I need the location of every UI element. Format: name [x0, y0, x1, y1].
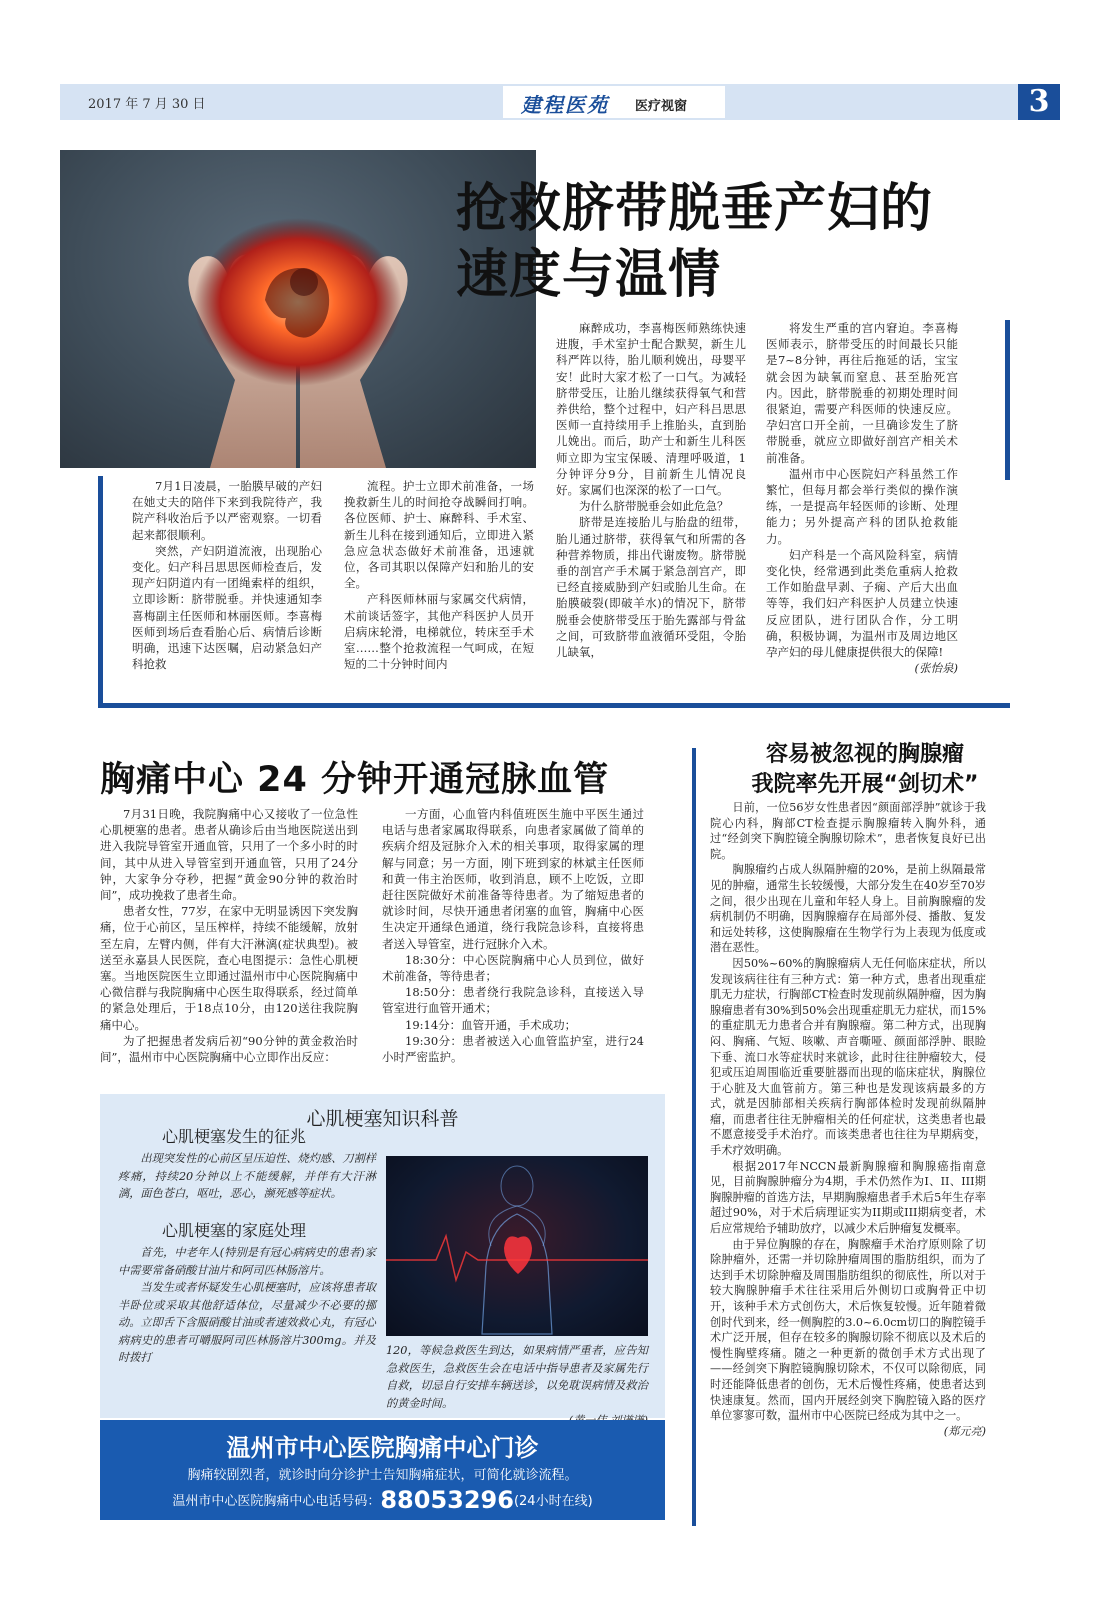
- paragraph: 温州市中心医院妇产科虽然工作繁忙，但每月都会举行类似的操作演练，一是提高年轻医师的诊断、处理能力；另外提高产科的团队抢救能力。: [766, 466, 958, 546]
- masthead: [503, 86, 725, 118]
- paragraph: 根据2017年NCCN最新胸腺瘤和胸腺癌指南意见，目前胸腺肿瘤分为4期，手术仍然作为I、II、III期胸腺肿瘤的首选方法，早期胸腺瘤患者手术后5年生存率超过90%，对于术后病理证实为II期或III期病变者，术后应常规给予辅助放疗，以减少术后肿瘤复发概率。: [710, 1159, 986, 1236]
- paragraph: 为了把握患者发病后初“90分钟的黄金救治时间”，温州市中心医院胸痛中心立即作出反应：: [100, 1033, 358, 1065]
- column-divider: [692, 748, 696, 1526]
- clinic-phone-line: [100, 1486, 665, 1514]
- article3-title-line-2: 我院率先开展“剑切术”: [751, 772, 979, 797]
- paragraph: 由于异位胸腺的存在，胸腺瘤手术治疗原则除了切除肿瘤外，还需一并切除肿瘤周围的脂肪组织，而为了达到手术切除肿瘤及周围脂肪组织的彻底性，所以对于较大胸腺肿瘤手术往往采用后外侧切口或胸骨正中切开，该种手术方式创伤大，术后恢复较慢。近年随着微创时代到来，经一侧胸腔的3.0~6.0cm切口的胸腔镜手术广泛开展，但存在较多的胸腺切除不彻底以及术后的慢性胸壁疼痛。随之一种更新的微创手术方式出现了——经剑突下胸腔镜胸腺切除术，不仅可以除彻底，同时还能降低患者的创伤，无术后慢性疼痛，使患者达到快速康复。然而，国内开展经剑突下胸腔镜入路的医疗单位寥寥可数，温州市中心医院已经成为其中之一。: [710, 1237, 986, 1423]
- paragraph: 胸腺瘤约占成人纵隔肿瘤的20%，是前上纵隔最常见的肿瘤，通常生长较缓慢，大部分发生在40岁至70岁之间，很少出现在儿童和年轻人身上。目前胸腺瘤的发病机制仍不明确，因胸腺瘤存在局部外侵、播散、复发和远处转移，这使胸腺瘤在生物学行为上表现为低度或潜在恶性。: [710, 863, 986, 955]
- article3-body: [710, 800, 986, 1439]
- clinic-note: 胸痛较剧烈者，就诊时向分诊护士告知胸痛症状，可简化就诊流程。: [187, 1468, 578, 1483]
- science-subtitle-2: 心肌梗塞的家庭处理: [162, 1221, 307, 1240]
- article1-title: [456, 176, 1016, 308]
- article3-byline: (郑元亮): [943, 1424, 986, 1438]
- science-text-2: [118, 1244, 376, 1367]
- header-bar: [60, 84, 1060, 120]
- article1-column-4: [766, 320, 958, 676]
- paragraph: 突然，产妇阴道流液，出现胎心变化。妇产科吕思思医师检查后，发现产妇阴道内有一团绳索样的组织，立即诊断：脐带脱垂。并快速通知李喜梅副主任医师和林丽医师。李喜梅医师到场后查看胎心后、病情后诊断明确，迅速下达医嘱，启动紧急妇产科抢救: [132, 543, 322, 672]
- article3-title-line-1: 容易被忽视的胸腺瘤: [765, 742, 964, 767]
- clinic-phone-label: 温州市中心医院胸痛中心电话号码：: [172, 1494, 381, 1509]
- paragraph: 7月31日晚，我院胸痛中心又接收了一位急性心肌梗塞的患者。患者从确诊后由当地医院送出到进入我院导管室开通血管，只用了一个多小时的时间，其中从进入导管室到开通血管，只用了24分钟，大家争分夺秒，把握“黄金90分钟的救治时间”，成功挽救了患者生命。: [100, 807, 358, 903]
- heart-xray-illustration: [386, 1156, 648, 1336]
- title-line-2: 速度与温情: [456, 245, 722, 305]
- paragraph: 因50%~60%的胸腺瘤病人无任何临床症状，所以发现该病往往有三种方式：第一种方式，患者出现重症肌无力症状，行胸部CT检查时发现前纵隔肿瘤，因为胸腺瘤患者有30%到50%会出现重症肌无力症状，而15%的重症肌无力患者合并有胸腺瘤。第二种方式，出现胸闷、胸痛、气短、咳嗽、声音嘶哑、颜面部浮肿、眼睑下垂、流口水等症状时来就诊，此时往往肿瘤较大，侵犯或压迫周围临近重要脏器而出现的临床症状，胸腺位于心脏及大血管前方。第三种也是发现该病最多的方式，就是因肺部相关疾病行胸部体检时发现前纵隔肿瘤，而患者往往无肿瘤相关的任何症状，这类患者也最不愿意接受手术治疗。而该类患者也往往为早期病变，手术疗效明确。: [710, 956, 986, 1158]
- clinic-phone-note: (24小时在线): [513, 1494, 593, 1509]
- paragraph: 7月1日凌晨，一胎膜早破的产妇在她丈夫的陪伴下来到我院待产，我院产科收治后予以严密观察。一切看起来都很顺利。: [132, 479, 322, 542]
- paragraph: 19:14分：血管开通，手术成功；: [405, 1017, 577, 1032]
- article1-column-3: [556, 320, 746, 660]
- article1-column-1: [132, 478, 322, 672]
- paragraph: 将发生严重的宫内窘迫。李喜梅医师表示，脐带受压的时间最长只能是7~8分钟，再往后拖延的话，宝宝就会因为缺氧而窒息、甚至胎死宫内。因此，脐带脱垂的初期处理时间很紧迫，需要产科医师的快速反应。孕妇宫口开全前，一旦确诊发生了脐带脱垂，就应立即做好剖宫产相关术前准备。: [766, 321, 958, 465]
- science-title: 心肌梗塞知识科普: [306, 1108, 459, 1130]
- issue-date: 2017 年 7 月 30 日: [88, 97, 206, 112]
- newspaper-logo: 建程医苑: [521, 93, 609, 117]
- science-paragraph: 120，等候急救医生到达，如果病情严重者，应告知急救医生，急救医生会在电话中指导患者及家属先行自救，切忌自行安排车辆送诊，以免耽误病情及救治的黄金时间。: [386, 1344, 648, 1410]
- science-paragraph: 首先，中老年人(特别是有冠心病病史的患者)家中需要常备硝酸甘油片和阿司匹林肠溶片。: [118, 1246, 376, 1277]
- science-subtitle-1: 心肌梗塞发生的征兆: [162, 1127, 307, 1146]
- paragraph: 18:50分：患者绕行我院急诊科，直接送入导管室进行血管开通术；: [382, 985, 644, 1016]
- science-paragraph: 出现突发性的心前区呈压迫性、烧灼感、刀割样疼痛，持续20分钟以上不能缓解，并伴有大汗淋漓，面色苍白，呕吐，恶心，濒死感等症状。: [118, 1152, 376, 1200]
- clinic-banner: [100, 1420, 665, 1520]
- paragraph: 18:30分：中心医院胸痛中心人员到位，做好术前准备，等待患者；: [382, 952, 644, 984]
- science-text-3: [386, 1342, 648, 1430]
- paragraph: 日前，一位56岁女性患者因“颜面部浮肿”就诊于我院心内科，胸部CT检查提示胸腺瘤转入胸外科，通过“经剑突下胸腔镜全胸腺切除术”，患者恢复良好已出院。: [710, 801, 986, 861]
- clinic-phone-number: 88053296: [380, 1486, 514, 1514]
- title-line-1: 抢救脐带脱垂产妇的: [456, 179, 934, 239]
- page-number: 3: [1018, 84, 1060, 120]
- science-paragraph: 当发生或者怀疑发生心肌梗塞时，应该将患者取半卧位或采取其他舒适体位，尽量减少不必要的挪动。立即舌下含服硝酸甘油或者速效救心丸，有冠心病病史的患者可嚼服阿司匹林肠溶片300mg。并及时拨打: [118, 1281, 376, 1364]
- article1-right-rule: [1005, 320, 1010, 480]
- article2-column-1: [100, 806, 358, 1065]
- clinic-name: 温州市中心医院胸痛中心门诊: [226, 1434, 539, 1462]
- paragraph: 妇产科是一个高风险科室，病情变化快，经常遇到此类危重病人抢救工作如胎盘早剥、子痫、产后大出血等等，我们妇产科医护人员建立快速反应团队，进行团队合作，分工明确，积极协调，为温州市及周边地区孕产妇的母儿健康提供很大的保障!: [766, 547, 958, 660]
- paragraph: 麻醉成功，李喜梅医师熟练快速进腹，手术室护士配合默契，新生儿科严阵以待，胎儿顺利娩出，母婴平安！此时大家才松了一口气。为减轻脐带受压，让胎儿继续获得氧气和营养供给，整个过程中，妇产科吕思思医师一直持续用手上推胎头，直到胎儿娩出。而后，助产士和新生儿科医师立即为宝宝保暖、清理呼吸道，1分钟评分9分，目前新生儿情况良好。家属们也深深的松了一口气。: [556, 321, 746, 498]
- paragraph: 19:30分：患者被送入心血管监护室，进行24小时严密监护。: [382, 1033, 644, 1065]
- paragraph: 为什么脐带脱垂会如此危急？: [579, 499, 729, 514]
- science-box: [100, 1094, 665, 1418]
- article2-column-2: [382, 806, 644, 1065]
- article1-byline: (张怡泉): [914, 661, 958, 676]
- paragraph: 流程。护士立即术前准备，一场挽救新生儿的时间抢夺战瞬间打响。各位医师、护士、麻醉科、手术室、新生儿科在接到通知后，立即进入紧急应急状态做好术前准备，迅速就位，各司其职以保障产妇和胎儿的安全。: [344, 479, 534, 591]
- paragraph: 产科医师林丽与家属交代病情，术前谈话签字，其他产科医护人员开启病床轮滑，电梯就位，转床至手术室……整个抢救流程一气呵成，在短短的二十分钟时间内: [344, 592, 534, 672]
- article2-title: 胸痛中心 24 分钟开通冠脉血管: [100, 760, 610, 800]
- science-text-1: [118, 1150, 376, 1203]
- paragraph: 脐带是连接胎儿与胎盘的纽带，胎儿通过脐带，获得氧气和所需的各种营养物质，排出代谢废物。脐带脱垂的剖宫产手术属于紧急剖宫产，即已经直接威胁到产妇或胎儿生命。在胎膜破裂(即破羊水)的情况下，脐带脱垂会使脐带受压于胎先露部与骨盆之间，可致脐带血液循环受阻，令胎儿缺氧，: [556, 515, 746, 660]
- article3-title: [720, 740, 1010, 800]
- paragraph: 一方面，心血管内科值班医生施中平医生通过电话与患者家属取得联系，向患者家属做了简单的疾病介绍及冠脉介入术的相关事项，取得家属的理解与同意；另一方面，刚下班到家的林斌主任医师和黄一伟主治医师，收到消息，顾不上吃饭，立即赶往医院做好术前准备等待患者。为了缩短患者的就诊时间，尽快开通患者闭塞的血管，胸痛中心医生决定开通绿色通道，绕行我院急诊科，直接将患者送入导管室，进行冠脉介入术。: [382, 807, 644, 951]
- paragraph: 患者女性，77岁，在家中无明显诱因下突发胸痛，位于心前区，呈压榨样，持续不能缓解，放射至左肩，左臂内侧，伴有大汗淋漓(症状典型)。被送至永嘉县人民医院，查心电图提示：急性心肌梗塞。当地医院医生立即通过温州市中心医院胸痛中心微信群与我院胸痛中心医生取得联系，经过简单的紧急处理后，于18点10分，由120送往我院胸痛中心。: [100, 904, 358, 1032]
- article1-column-2: [344, 478, 534, 672]
- section-name: 医疗视窗: [635, 99, 688, 114]
